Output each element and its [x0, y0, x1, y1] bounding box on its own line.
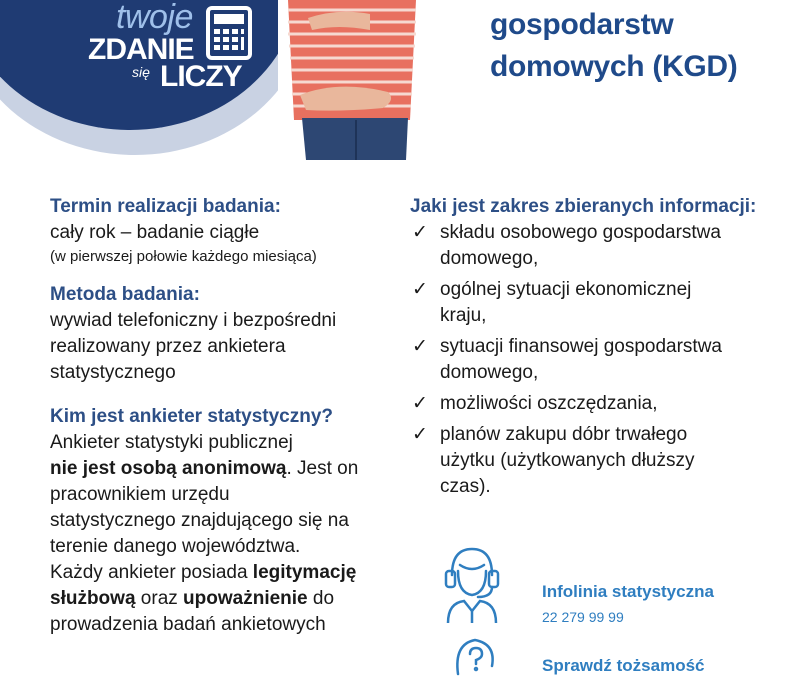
- ankieter-bold-sluzbowa: służbową: [50, 588, 136, 609]
- title-line-2: domowych (KGD): [490, 50, 738, 83]
- page-title: [490, 4, 737, 88]
- logo-sie: się: [132, 64, 150, 80]
- metoda-line-3: statystycznego: [50, 362, 176, 383]
- ankieter-line-1: Ankieter statystyki publicznej: [50, 432, 293, 453]
- ankieter-heading: Kim jest ankieter statystyczny?: [50, 406, 334, 427]
- ankieter-bold-legitymacja: legitymację: [252, 562, 357, 583]
- list-item: [410, 334, 770, 386]
- ankieter-bold-upowaznienie: upoważnienie: [183, 588, 308, 609]
- ankieter-line-7-mid: oraz: [135, 588, 184, 609]
- title-line-1: gospodarstw: [490, 8, 674, 41]
- ankieter-line-7: [50, 586, 395, 612]
- left-column: [50, 194, 395, 638]
- ankieter-bold-anonymous: nie jest osobą anonimową: [50, 458, 287, 479]
- list-item: [410, 422, 770, 500]
- ankieter-line-6: [50, 560, 395, 586]
- termin-heading: Termin realizacji badania:: [50, 196, 281, 217]
- zakres-list: [410, 220, 770, 500]
- list-item: [410, 220, 770, 272]
- check-icon: ✓: [412, 424, 428, 445]
- right-column: [410, 194, 770, 505]
- list-item-line: składu osobowego gospodarstwa: [440, 222, 721, 243]
- infolinia-phone[interactable]: 22 279 99 99: [542, 609, 624, 625]
- ankieter-line-6-pre: Każdy ankieter posiada: [50, 562, 253, 583]
- list-item: [410, 391, 770, 417]
- metoda-heading: Metoda badania:: [50, 284, 200, 305]
- logo-twoje: twoje: [116, 0, 193, 36]
- check-icon: ✓: [412, 222, 428, 243]
- check-icon: ✓: [412, 336, 428, 357]
- list-item-line: sytuacji finansowej gospodarstwa: [440, 336, 722, 357]
- check-icon: ✓: [412, 279, 428, 300]
- metoda-line-1: wywiad telefoniczny i bezpośredni: [50, 310, 337, 331]
- list-item-line: domowego,: [440, 248, 539, 269]
- termin-text: cały rok – badanie ciągłe: [50, 222, 260, 243]
- logo-zdanie: ZDANIE: [88, 33, 194, 66]
- tozsamosc-title[interactable]: Sprawdź tożsamość: [542, 656, 705, 675]
- question-person-icon: [450, 634, 500, 684]
- ankieter-line-5: terenie danego województwa.: [50, 536, 301, 557]
- headset-operator-icon: [440, 543, 504, 623]
- list-item-line: kraju,: [440, 305, 487, 326]
- ankieter-line-2-rest: . Jest on: [286, 458, 359, 479]
- check-icon: ✓: [412, 393, 428, 414]
- ankieter-line-2: [50, 456, 395, 482]
- infolinia-title: Infolinia statystyczna: [542, 582, 714, 601]
- ankieter-line-4: statystycznego znajdującego się na: [50, 510, 349, 531]
- ankieter-line-3: pracownikiem urzędu: [50, 484, 230, 505]
- logo-liczy: LICZY: [160, 60, 242, 93]
- list-item: [410, 277, 770, 329]
- list-item-line: domowego,: [440, 362, 539, 383]
- list-item-line: czas).: [440, 476, 491, 497]
- termin-note: (w pierwszej połowie każdego miesiąca): [50, 248, 317, 265]
- ankieter-line-8: prowadzenia badań ankietowych: [50, 614, 326, 635]
- calculator-icon: [206, 6, 252, 60]
- zakres-heading: Jaki jest zakres zbieranych informacji:: [410, 196, 757, 217]
- person-photo: [278, 0, 426, 160]
- list-item-line: możliwości oszczędzania,: [440, 393, 658, 414]
- metoda-line-2: realizowany przez ankietera: [50, 336, 286, 357]
- list-item-line: ogólnej sytuacji ekonomicznej: [440, 279, 692, 300]
- list-item-line: użytku (użytkowanych dłuższy: [440, 450, 695, 471]
- ankieter-line-7-rest: do: [307, 588, 335, 609]
- list-item-line: planów zakupu dóbr trwałego: [440, 424, 688, 445]
